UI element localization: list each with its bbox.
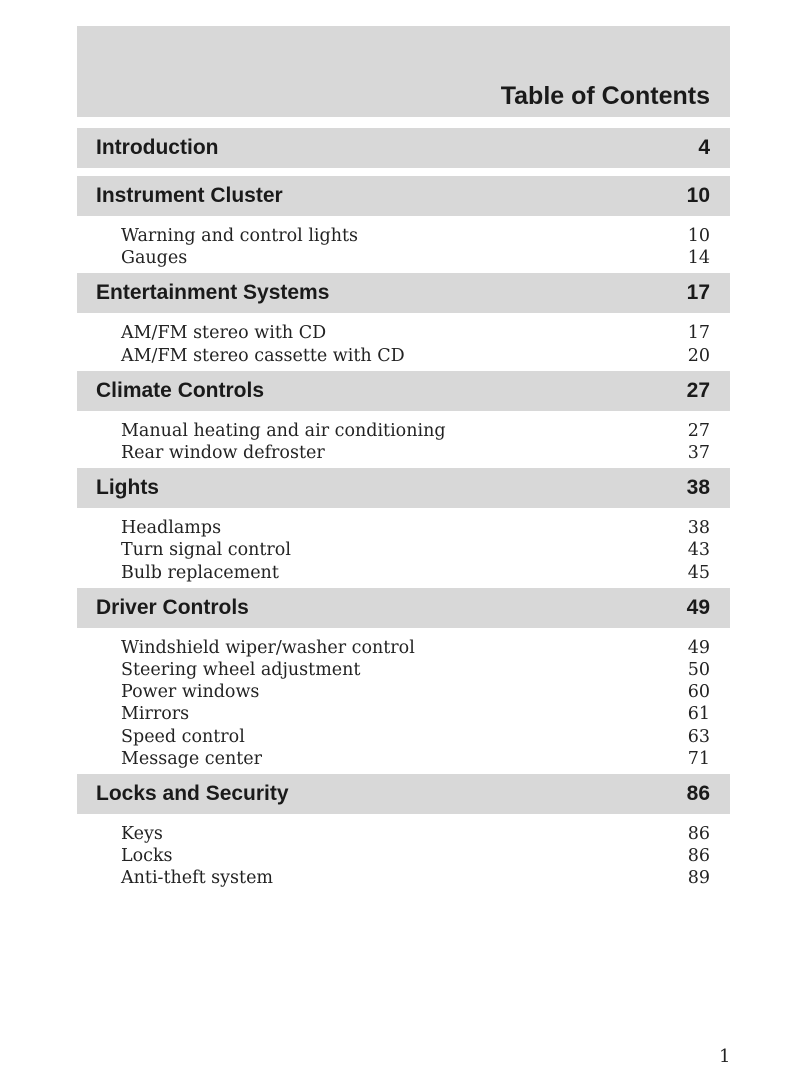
section-heading[interactable] bbox=[77, 128, 730, 168]
section-heading[interactable] bbox=[77, 273, 730, 313]
section-title: Driver Controls bbox=[96, 595, 249, 619]
section-entries bbox=[77, 508, 730, 588]
entry-label: Message center bbox=[121, 748, 262, 769]
entry-label: Turn signal control bbox=[121, 540, 291, 561]
table-of-contents bbox=[77, 128, 730, 894]
entry-page-number: 71 bbox=[687, 748, 710, 769]
section-heading[interactable] bbox=[77, 774, 730, 814]
toc-entry[interactable] bbox=[121, 845, 710, 867]
entry-page-number: 60 bbox=[687, 682, 710, 703]
section-entries bbox=[77, 411, 730, 468]
entry-page-number: 37 bbox=[687, 443, 710, 464]
toc-section bbox=[77, 468, 730, 588]
toc-section bbox=[77, 774, 730, 894]
section-page-number: 10 bbox=[686, 184, 710, 207]
section-page-number: 17 bbox=[686, 281, 710, 305]
header-band bbox=[77, 26, 730, 117]
entry-label: Mirrors bbox=[121, 704, 190, 725]
section-heading[interactable] bbox=[77, 371, 730, 411]
section-title: Introduction bbox=[96, 136, 219, 159]
toc-entry[interactable] bbox=[121, 659, 710, 681]
entry-page-number: 10 bbox=[687, 226, 710, 246]
entry-page-number: 27 bbox=[687, 420, 710, 441]
entry-page-number: 20 bbox=[687, 345, 710, 366]
toc-entry[interactable] bbox=[121, 247, 710, 269]
toc-section bbox=[77, 371, 730, 468]
entry-label: Windshield wiper/washer control bbox=[121, 637, 415, 658]
toc-entry[interactable] bbox=[121, 225, 710, 247]
section-title: Climate Controls bbox=[96, 378, 265, 402]
entry-label: Speed control bbox=[121, 726, 245, 747]
section-page-number: 86 bbox=[686, 782, 710, 806]
entry-page-number: 45 bbox=[687, 562, 710, 583]
toc-entry[interactable] bbox=[121, 703, 710, 725]
entry-page-number: 86 bbox=[687, 846, 710, 867]
entry-label: Headlamps bbox=[121, 518, 222, 539]
toc-entry[interactable] bbox=[121, 748, 710, 770]
entry-label: Steering wheel adjustment bbox=[121, 660, 361, 681]
toc-entry[interactable] bbox=[121, 562, 710, 584]
entry-label: Bulb replacement bbox=[121, 562, 279, 583]
toc-entry[interactable] bbox=[121, 867, 710, 889]
entry-page-number: 50 bbox=[687, 660, 710, 681]
entry-label: Rear window defroster bbox=[121, 443, 325, 464]
section-title: Instrument Cluster bbox=[96, 184, 283, 207]
section-page-number: 4 bbox=[698, 136, 710, 159]
toc-entry[interactable] bbox=[121, 345, 710, 367]
section-page-number: 27 bbox=[686, 378, 710, 402]
section-title: Locks and Security bbox=[96, 782, 289, 806]
section-title: Entertainment Systems bbox=[96, 281, 330, 305]
entry-page-number: 86 bbox=[687, 824, 710, 845]
entry-page-number: 43 bbox=[687, 540, 710, 561]
toc-section bbox=[77, 128, 730, 168]
toc-entry[interactable] bbox=[121, 823, 710, 845]
toc-entry[interactable] bbox=[121, 517, 710, 539]
section-heading[interactable] bbox=[77, 176, 730, 216]
entry-page-number: 61 bbox=[687, 704, 710, 725]
entry-label: Manual heating and air conditioning bbox=[121, 420, 446, 441]
toc-entry[interactable] bbox=[121, 539, 710, 561]
entry-label: Warning and control lights bbox=[121, 226, 359, 246]
section-entries bbox=[77, 628, 730, 774]
entry-label: Keys bbox=[121, 824, 163, 845]
toc-section bbox=[77, 176, 730, 273]
entry-page-number: 63 bbox=[687, 726, 710, 747]
toc-entry[interactable] bbox=[121, 420, 710, 442]
section-heading[interactable] bbox=[77, 588, 730, 628]
page-number: 1 bbox=[719, 1046, 731, 1067]
toc-entry[interactable] bbox=[121, 681, 710, 703]
section-entries bbox=[77, 313, 730, 370]
entry-label: Locks bbox=[121, 846, 173, 867]
entry-page-number: 89 bbox=[687, 868, 710, 889]
section-entries bbox=[77, 216, 730, 273]
entry-page-number: 38 bbox=[687, 518, 710, 539]
page-title: Table of Contents bbox=[500, 82, 710, 110]
section-entries bbox=[77, 814, 730, 894]
entry-page-number: 14 bbox=[687, 248, 710, 269]
toc-entry[interactable] bbox=[121, 442, 710, 464]
toc-section bbox=[77, 273, 730, 370]
toc-entry[interactable] bbox=[121, 637, 710, 659]
entry-page-number: 17 bbox=[687, 323, 710, 344]
toc-section bbox=[77, 588, 730, 774]
entry-label: Power windows bbox=[121, 682, 260, 703]
section-page-number: 49 bbox=[686, 595, 710, 619]
entry-label: AM/FM stereo cassette with CD bbox=[121, 345, 405, 366]
section-heading[interactable] bbox=[77, 468, 730, 508]
entry-label: Anti-theft system bbox=[121, 868, 274, 889]
entry-label: AM/FM stereo with CD bbox=[121, 323, 327, 344]
section-page-number: 38 bbox=[686, 476, 710, 500]
section-title: Lights bbox=[96, 476, 159, 500]
toc-entry[interactable] bbox=[121, 322, 710, 344]
toc-entry[interactable] bbox=[121, 726, 710, 748]
entry-label: Gauges bbox=[121, 248, 188, 269]
entry-page-number: 49 bbox=[687, 637, 710, 658]
